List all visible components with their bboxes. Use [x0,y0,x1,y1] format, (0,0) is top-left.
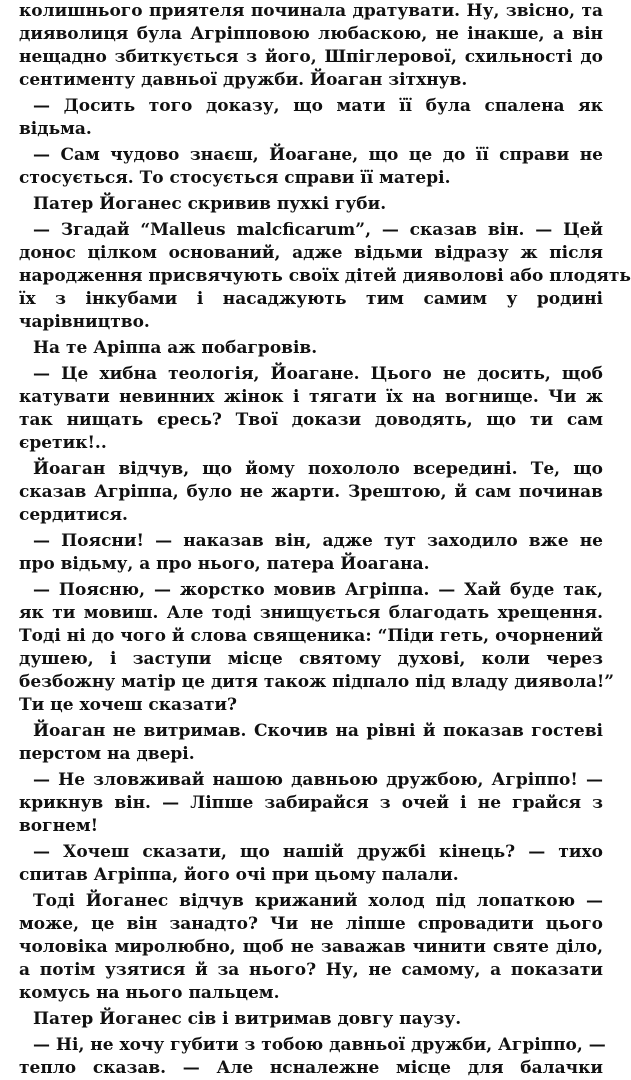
text-line: нещадно збиткується з його, Шпіглерової, схильності до [19,47,603,67]
text-line: відьма. [19,119,92,139]
text-line: — Поясню, — жорстко мовив Агріппа. — Хай буде так, [33,580,603,600]
text-line: Тоді ні до чого й слова священика: “Піди геть, очорнений [19,626,603,646]
paragraph [19,1034,606,1080]
text-line: як ти мовиш. Але тоді знищується благодать хрещення. [19,603,603,623]
text-line: Патер Йоганес скривив пухкі губи. [33,194,387,214]
text-line: чарівництво. [19,312,150,332]
text-line: — Поясни! — наказав він, адже тут заходило вже не [33,531,603,551]
paragraph [19,841,603,887]
text-line: душею, і заступи місце святому духові, коли через [19,649,603,669]
text-line: чоловіка миролюбно, щоб не заважав чинити святе діло, [19,937,603,957]
paragraph [19,144,603,190]
text-line: про відьму, а про нього, патера Йоагана. [19,554,430,574]
text-line: безбожну матір це дитя також підпало під владу диявола!” [19,672,615,692]
text-line: єретик!.. [19,433,107,453]
text-line: сентименту давньої дружби. Йоаган зітхнув. [19,70,468,90]
text-line: сказав Агріппа, було не жарти. Зрештою, й сам починав [19,482,603,502]
paragraph [19,219,631,334]
text-line: стосується. То стосується справи її матері. [19,168,451,188]
text-line: Ти це хочеш сказати? [19,695,238,715]
text-line: а потім узятися й за нього? Ну, не самому, а показати [19,960,603,980]
text-line: донос цілком оснований, адже відьми відразу ж після [19,243,603,263]
text-line: колишнього приятеля починала дратувати. Ну, звісно, та [19,1,603,21]
text-line: Патер Йоганес сів і витримав довгу паузу. [33,1009,462,1029]
text-line: — Хочеш сказати, що нашій дружбі кінець? — тихо [33,842,603,862]
text-line: катувати невинних жінок і тягати їх на вогнище. Чи ж [19,387,603,407]
text-line: спитав Агріппа, його очі при цьому палали. [19,865,459,885]
text-line: тепло сказав. — Але нсналежне місце для балачки [19,1058,603,1078]
text-line: дияволиця була Агріпповою любаскою, не інакше, а він [19,24,603,44]
text-line: Йоаган не витримав. Скочив на рівні й показав гостеві [33,721,603,741]
text-line: комусь на нього пальцем. [19,983,280,1003]
text-line: може, це він занадто? Чи не ліпше спровадити цього [19,914,603,934]
text-line: перстом на двері. [19,744,195,764]
paragraph [19,458,603,527]
text-line: — Не зловживай нашою давньою дружбою, Агріппо! — [33,770,603,790]
book-page [19,0,631,1078]
paragraph [19,769,603,838]
text-line: — Досить того доказу, що мати її була спалена як [33,96,603,116]
paragraph [19,363,603,455]
text-line: так нищать єресь? Твої докази доводять, що ти сам [19,410,603,430]
paragraph [19,530,603,576]
text-line: вогнем! [19,816,99,836]
text-line: На те Аріппа аж побагровів. [33,338,318,358]
paragraph [19,1008,603,1031]
paragraph [19,95,603,141]
text-line: — Ні, не хочу губити з тобою давньої дружби, Агріппо, — [33,1035,606,1055]
text-line: їх з інкубами і насаджують тим самим у родині [19,289,603,309]
paragraph [19,890,603,1005]
text-line: народження присвячують своїх дітей дияволові або плодять [19,266,631,286]
text-line: — Сам чудово знаєш, Йоагане, що це до її справи не [33,145,603,165]
text-line: Йоаган відчув, що йому похололо всередині. Те, що [33,459,603,479]
text-line: крикнув він. — Ліпше забирайся з очей і не грайся з [19,793,603,813]
paragraph [19,720,603,766]
text-line: Тоді Йоганес відчув крижаний холод під лопаткою — [33,891,603,911]
paragraph [19,337,603,360]
text-line: — Це хибна теологія, Йоагане. Цього не досить, щоб [33,364,603,384]
paragraph [19,0,603,92]
text-line: — Згадай “Malleus malcficarum”, — сказав він. — Цей [33,220,603,240]
paragraph [19,579,615,717]
paragraph [19,193,603,216]
text-line: сердитися. [19,505,128,525]
